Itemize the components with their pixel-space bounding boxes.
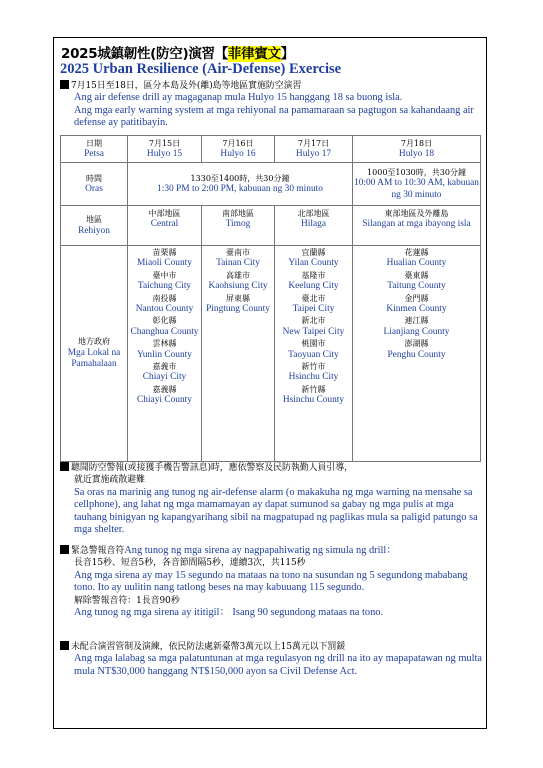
- intro-en-1: Ang air defense drill ay magaganap mula Hulyo 15 hanggang 18 sa buong isla.: [74, 92, 403, 104]
- time-row: [61, 163, 481, 206]
- emergency-en-head: Ang tunog ng mga sirena ay nagpapahiwatig ng simula ng drill：: [124, 545, 397, 556]
- lgu-item-en: Keelung City: [288, 281, 339, 292]
- lgu-item: [129, 247, 200, 270]
- lgu-item-zh: 苗栗縣: [152, 248, 177, 257]
- lgu-item: [276, 361, 351, 384]
- time-label-cell: 時間 Oras: [61, 163, 128, 206]
- emergency-zh-head: 緊急警報音符: [71, 546, 125, 556]
- alarm-zh-1: 聽聞防空警報(或接獲手機告警訊息)時，應依警察及民防執勤人員引導，: [71, 463, 354, 473]
- lgu-item-en: Miaoli County: [137, 258, 192, 269]
- lgu-item-zh: 嘉義市: [152, 362, 177, 372]
- lgu-item-en: Lianjiang County: [383, 326, 450, 337]
- date-label-cell: 日期 Petsa: [61, 136, 128, 163]
- alarm-section: [60, 462, 482, 536]
- release-en: Ang tunog ng mga sirena ay ititigil： Isang 90 segundong mataas na tono.: [74, 607, 384, 619]
- lgu-item: [129, 338, 200, 361]
- lgu-row: [61, 246, 481, 462]
- lgu-item-en: Kinmen County: [386, 304, 447, 315]
- date-cell: 7月17日 Hulyo 17: [275, 136, 353, 163]
- lgu-item: [203, 247, 273, 270]
- lgu-item-en: Taitung County: [387, 281, 446, 292]
- lgu-item: [276, 384, 351, 407]
- time-last-cell: 1000至1030時，共30分鐘 10:00 AM to 10:30 AM, kabuuan ng 30 minuto: [353, 163, 481, 206]
- title-chinese: [61, 42, 294, 62]
- lgu-item: [276, 247, 351, 270]
- lgu-item-zh: 新北市: [301, 316, 326, 326]
- release-zh: 解除警報音符：1長音90秒: [74, 595, 180, 606]
- region-cell: 南部地區 Timog: [202, 206, 275, 246]
- lgu-item-en: Nantou County: [135, 304, 194, 315]
- lgu-item-zh: 彰化縣: [152, 316, 177, 326]
- region-cell: 東部地區及外離島 Silangan at mga ibayong isla: [353, 206, 481, 246]
- lgu-item: [276, 293, 351, 316]
- lgu-item: [354, 293, 479, 316]
- lgu-item: [203, 293, 273, 316]
- time-main-cell: 1330至1400時，共30分鐘 1:30 PM to 2:00 PM, kabuuan ng 30 minuto: [128, 163, 353, 206]
- intro-en-2: Ang mga early warning system at mga rehiyonal na pamamaraan sa pagtugon sa kahandaang air defense ay patitibayin.: [74, 104, 474, 129]
- penalty-zh: 未配合演習管制及演練，依民防法處新臺幣3萬元以上15萬元以下罰鍰: [71, 642, 346, 652]
- lgu-cell-north: [275, 246, 353, 462]
- lgu-item-en: Kaohsiung City: [208, 281, 268, 292]
- lgu-item-en: Changhua County: [130, 326, 199, 337]
- lgu-item-en: Taichung City: [137, 281, 192, 292]
- date-cell: 7月15日 Hulyo 15: [128, 136, 202, 163]
- lgu-item-zh: 嘉義縣: [152, 384, 177, 394]
- intro-section: [60, 80, 482, 130]
- intro-zh: 7月15日至18日，區分本島及外(離)島等地區實施防空演習: [71, 81, 302, 91]
- lgu-item-en: Yilan County: [288, 258, 339, 269]
- date-cell: 7月16日 Hulyo 16: [202, 136, 275, 163]
- lgu-item: [354, 270, 479, 293]
- lgu-item-en: Hsinchu County: [282, 395, 345, 406]
- lgu-item: [129, 293, 200, 316]
- lgu-item-en: Yunlin County: [137, 349, 192, 360]
- lgu-item: [354, 247, 479, 270]
- lgu-item-en: Penghu County: [387, 349, 446, 360]
- lgu-item: [276, 270, 351, 293]
- lgu-item-zh: 新竹市: [301, 362, 326, 372]
- lgu-item-zh: 金門縣: [404, 293, 429, 303]
- lgu-item: [203, 270, 273, 293]
- lgu-item-en: Chiayi City: [142, 372, 187, 383]
- lgu-item: [276, 315, 351, 338]
- date-row: [61, 136, 481, 163]
- title-language-highlight: 菲律賓文: [227, 46, 281, 62]
- bullet-square-icon: [60, 545, 69, 554]
- lgu-item-en: Chiayi County: [137, 395, 192, 406]
- lgu-item-zh: 花蓮縣: [404, 248, 429, 257]
- lgu-item-zh: 臺南市: [226, 248, 250, 257]
- penalty-en: Ang mga lalabag sa mga palatuntunan at mga regulasyon ng drill na ito ay mapapatawan ng multa mula NT$30,000 hanggang NT$150,000 ayon sa Civil Defense Act.: [74, 653, 482, 677]
- title-english: 2025 Urban Resilience (Air-Defense) Exercise: [60, 61, 342, 77]
- region-cell: 北部地區 Hilaga: [275, 206, 353, 246]
- alarm-en: Sa oras na marinig ang tunog ng air-defense alarm (o makakuha ng mga warning na mensahe sa cellphone), ang lahat ng mga mamamayan ay dapat sumunod sa gabay ng mga pulis at mga tauhang binigyan ng kapangyarihang sibil na magpatupad ng paglikas mula sa paligid patungo sa mga shelter.: [74, 486, 478, 536]
- lgu-item: [276, 338, 351, 361]
- lgu-item-zh: 連江縣: [404, 316, 429, 326]
- schedule-table: [60, 135, 481, 462]
- lgu-item: [354, 315, 479, 338]
- bullet-square-icon: [60, 80, 69, 89]
- lgu-item-zh: 新竹縣: [301, 384, 326, 394]
- penalty-section: [60, 641, 482, 678]
- lgu-item-en: New Taipei City: [282, 326, 345, 337]
- lgu-cell-central: [128, 246, 202, 462]
- lgu-item-en: Pingtung County: [206, 304, 270, 315]
- emergency-section: [60, 545, 482, 619]
- date-cell: 7月18日 Hulyo 18: [353, 136, 481, 163]
- emergency-zh-detail: 長音15秒、短音5秒，各音節間隔5秒，連續3次，共115秒: [74, 558, 306, 569]
- lgu-item-en: Taoyuan City: [288, 349, 339, 360]
- lgu-item-en: Tainan City: [216, 258, 260, 269]
- lgu-item-zh: 宜蘭縣: [301, 248, 326, 257]
- lgu-item-zh: 南投縣: [152, 293, 177, 303]
- lgu-item: [354, 338, 479, 361]
- lgu-item-zh: 屏東縣: [226, 293, 250, 303]
- alarm-zh-2: 就近實施疏散避難: [74, 475, 145, 486]
- lgu-item: [129, 384, 200, 407]
- flyer-frame: [53, 37, 487, 729]
- lgu-item-zh: 臺東縣: [404, 270, 429, 280]
- lgu-item-zh: 臺中市: [152, 270, 177, 280]
- lgu-item-zh: 澎湖縣: [404, 339, 429, 349]
- region-cell: 中部地區 Central: [128, 206, 202, 246]
- lgu-item-zh: 桃園市: [301, 339, 326, 349]
- emergency-en-detail: Ang mga sirena ay may 15 segundo na mataas na tono na susundan ng 5 segundong mababang tono. Ito ay uulitin nang tatlong beses na may kabuuang 115 segundo.: [74, 569, 468, 594]
- region-label-cell: 地區 Rehiyon: [61, 206, 128, 246]
- lgu-item: [129, 270, 200, 293]
- lgu-item: [129, 315, 200, 338]
- lgu-item-en: Taipei City: [292, 304, 335, 315]
- lgu-label-cell: 地方政府 Mga Lokal na Pamahalaan: [61, 246, 128, 462]
- bullet-square-icon: [60, 641, 69, 650]
- lgu-item-zh: 臺北市: [301, 293, 326, 303]
- lgu-cell-south: [202, 246, 275, 462]
- lgu-cell-east: [353, 246, 481, 462]
- title-zh-prefix: 2025城鎮韌性(防空)演習【: [61, 46, 228, 62]
- region-row: [61, 206, 481, 246]
- title-zh-suffix: 】: [280, 46, 294, 62]
- lgu-item: [129, 361, 200, 384]
- lgu-item-en: Hualian County: [386, 258, 447, 269]
- lgu-item-zh: 高雄市: [226, 270, 250, 280]
- lgu-item-en: Hsinchu City: [288, 372, 339, 383]
- bullet-square-icon: [60, 462, 69, 471]
- lgu-item-zh: 雲林縣: [152, 339, 177, 349]
- lgu-item-zh: 基隆市: [301, 270, 326, 280]
